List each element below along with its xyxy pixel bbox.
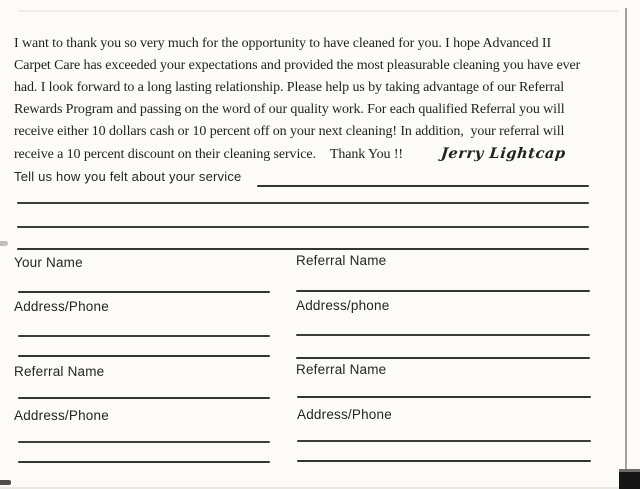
- letter-line: I want to thank you so very much for the opportunity to have cleaned for you. I hope Advanced II: [14, 36, 552, 51]
- feedback-write-line: [17, 248, 589, 250]
- field-write-line: [296, 334, 590, 336]
- field-write-line: [18, 397, 270, 399]
- field-write-line: [296, 290, 590, 292]
- field-label-address-phone: Address/phone: [296, 298, 390, 313]
- scan-left-smudge: [0, 241, 8, 246]
- field-label-address-phone: Address/Phone: [297, 407, 392, 422]
- letter-line: receive either 10 dollars cash or 10 percent off on your next cleaning! In addition, your referral will: [14, 124, 565, 139]
- field-write-line: [297, 460, 591, 462]
- letter-line: Rewards Program and passing on the word of our quality work. For each qualified Referral you will: [14, 102, 565, 117]
- feedback-write-line: [17, 226, 589, 228]
- field-label-referral-name: Referral Name: [296, 253, 387, 268]
- field-write-line: [18, 335, 270, 337]
- field-label-referral-name: Referral Name: [296, 362, 387, 377]
- field-write-line: [18, 355, 270, 357]
- field-write-line: [18, 291, 270, 293]
- field-label-referral-name: Referral Name: [14, 364, 105, 379]
- thank-you-note: Thank You !!: [329, 147, 403, 162]
- feedback-write-line: [17, 202, 589, 204]
- scan-left-bottom-smudge: [0, 480, 11, 485]
- signature: Jerry Lightcap: [440, 145, 567, 162]
- letter-line: had. I look forward to a long lasting relationship. Please help us by taking advantage of our Referral: [14, 80, 565, 95]
- field-write-line: [296, 357, 590, 359]
- field-write-line: [18, 461, 270, 463]
- scan-top-streak: [18, 10, 618, 12]
- field-label-address-phone: Address/Phone: [14, 408, 109, 423]
- thank-you-letter: [14, 33, 580, 166]
- feedback-write-line: [257, 185, 589, 187]
- field-write-line: [297, 440, 591, 442]
- scan-right-edge-line: [625, 8, 627, 470]
- field-write-line: [18, 441, 270, 443]
- scan-corner-artifact: [619, 469, 640, 489]
- letter-closing-line: [14, 143, 580, 166]
- field-label-your-name: Your Name: [14, 255, 83, 270]
- field-write-line: [297, 396, 591, 398]
- letter-line: Carpet Care has exceeded your expectations and provided the most pleasurable cleaning you have ever: [14, 58, 581, 73]
- letter-line: receive a 10 percent discount on their cleaning service.: [14, 147, 316, 162]
- field-label-address-phone: Address/Phone: [14, 299, 109, 314]
- feedback-prompt-label: Tell us how you felt about your service: [14, 169, 242, 184]
